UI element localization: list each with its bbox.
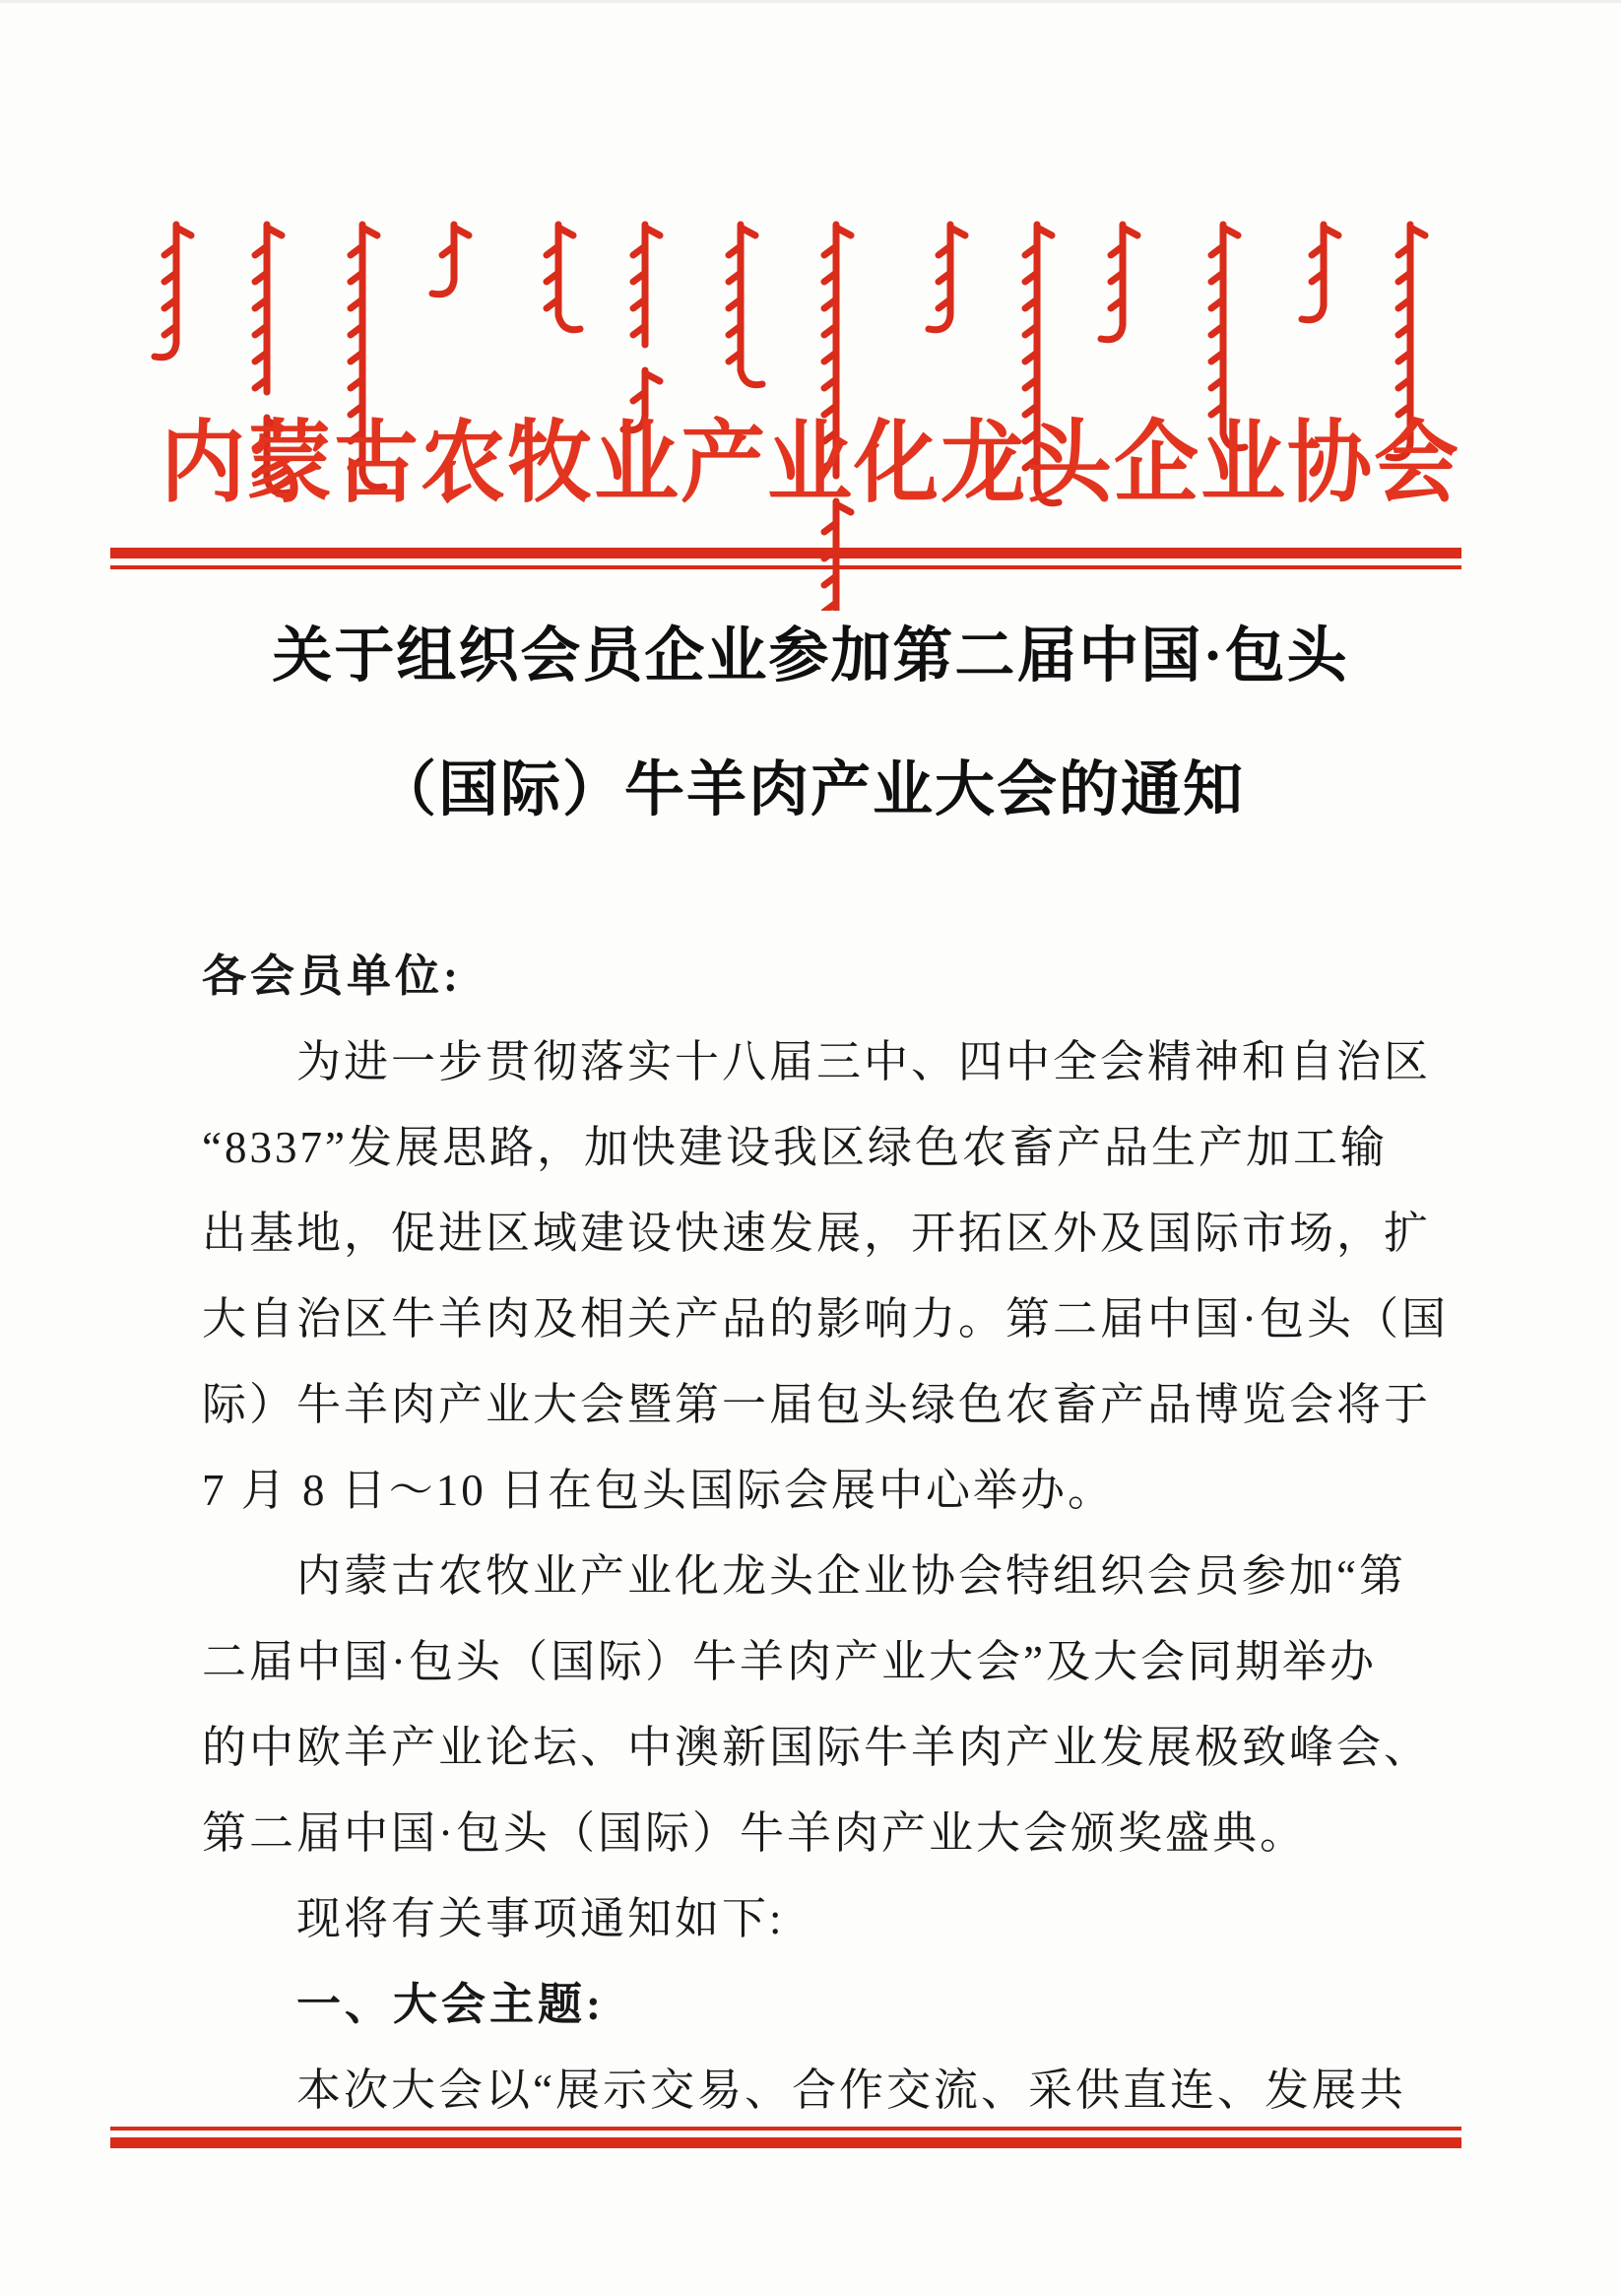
body-line: 际）牛羊肉产业大会暨第一届包头绿色农畜产品博览会将于: [202, 1380, 1432, 1429]
doc-title-line2: （国际）牛羊肉产业大会的通知: [375, 757, 1245, 823]
header-divider-thin-line: [110, 565, 1461, 569]
footer-divider-thick-line: [110, 2137, 1461, 2148]
doc-title-line1: 关于组织会员企业参加第二届中国·包头: [272, 623, 1349, 689]
body-line: 的中欧羊产业论坛、中澳新国际牛羊肉产业发展极致峰会、: [202, 1723, 1432, 1772]
body-line: 二届中国·包头（国际）牛羊肉产业大会”及大会同期举办: [202, 1637, 1377, 1686]
org-name-title: 内蒙古农牧业产业化龙头企业协会: [161, 413, 1460, 514]
header-divider-thick-line: [110, 548, 1461, 558]
body-line: 内蒙古农牧业产业化龙头企业协会特组织会员参加“第: [296, 1551, 1406, 1601]
body-line: 出基地，促进区域建设快速发展，开拓区外及国际市场，扩: [202, 1209, 1432, 1258]
letter-body: [202, 934, 1449, 2133]
body-line: “8337”发展思路，加快建设我区绿色农畜产品生产加工输: [202, 1123, 1388, 1172]
body-line: 大自治区牛羊肉及相关产品的影响力。第二届中国·包头（国: [202, 1294, 1449, 1344]
body-line: 第二届中国·包头（国际）牛羊肉产业大会颁奖盛典。: [202, 1808, 1307, 1858]
footer-divider: [110, 2127, 1461, 2148]
salutation: 各会员单位:: [202, 951, 462, 1001]
body-line: 为进一步贯彻落实十八届三中、四中全会精神和自治区: [296, 1037, 1432, 1086]
body-line: 一、大会主题:: [296, 1980, 605, 2029]
header-divider: [110, 548, 1461, 569]
body-line: 现将有关事项通知如下:: [296, 1894, 785, 1943]
body-lines: [202, 1019, 1449, 2133]
body-line: 7 月 8 日～10 日在包头国际会展中心举办。: [202, 1466, 1116, 1515]
footer-divider-thin-line: [110, 2127, 1461, 2131]
body-line: 本次大会以“展示交易、合作交流、采供直连、发展共: [296, 2066, 1406, 2115]
